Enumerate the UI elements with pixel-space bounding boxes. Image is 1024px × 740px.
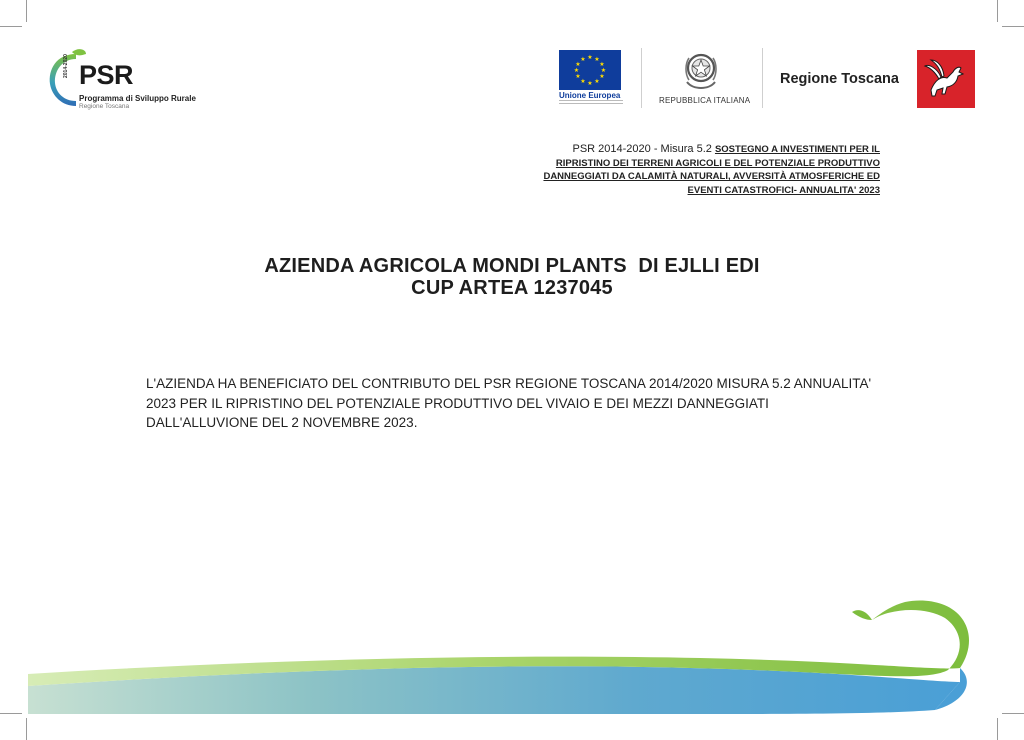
misura-prefix: PSR 2014-2020 - Misura 5.2: [572, 143, 715, 155]
company-heading: [150, 255, 874, 299]
misura-line: [500, 157, 880, 171]
republic-name: REPUBBLICA ITALIANA: [659, 96, 751, 105]
svg-text:★: ★: [599, 61, 605, 68]
eu-fine-print: [559, 100, 623, 108]
svg-text:★: ★: [587, 80, 593, 87]
crop-mark: [0, 26, 22, 27]
eu-name: Unione Europea: [559, 91, 621, 100]
crop-mark: [26, 0, 27, 22]
svg-text:★: ★: [599, 73, 605, 80]
psr-years: 2014-2020: [63, 54, 69, 78]
psr-logo: [46, 48, 196, 112]
misura-title-line: RIPRISTINO DEI TERRENI AGRICOLI E DEL POTENZIALE PRODUTTIVO: [555, 157, 880, 169]
psr-program-name: Programma di Sviluppo Rurale: [79, 94, 196, 103]
decorative-swoosh: [0, 590, 1024, 720]
misura-title-line: EVENTI CATASTROFICI- ANNUALITA' 2023: [687, 184, 880, 196]
psr-region-name: Regione Toscana: [79, 103, 130, 110]
svg-text:★: ★: [587, 54, 593, 61]
logo-divider: [762, 48, 763, 108]
misura-line: [500, 143, 880, 157]
tuscany-pegasus-flag-icon: [917, 50, 975, 108]
republic-emblem-icon: [681, 50, 721, 94]
svg-text:★: ★: [575, 61, 581, 68]
psr-wordmark: PSR: [79, 60, 134, 90]
misura-description: [500, 143, 880, 197]
company-name: AZIENDA AGRICOLA MONDI PLANTS DI EJLLI EDI: [264, 255, 760, 277]
misura-line: [500, 170, 880, 184]
cup-code: CUP ARTEA 1237045: [411, 277, 613, 299]
misura-title-line: SOSTEGNO A INVESTIMENTI PER IL: [714, 144, 880, 155]
crop-mark: [997, 0, 998, 22]
republic-logo: [650, 48, 754, 110]
svg-text:★: ★: [600, 67, 607, 74]
svg-text:★: ★: [580, 56, 586, 63]
svg-text:★: ★: [580, 78, 586, 85]
svg-text:★: ★: [575, 73, 581, 80]
misura-line: [500, 184, 880, 198]
misura-title-line: DANNEGGIATI DA CALAMITÀ NATURALI, AVVERSITÀ ATMOSFERICHE ED: [543, 171, 880, 182]
eu-flag-icon: [559, 50, 621, 90]
eu-logo: [557, 48, 627, 110]
crop-mark: [997, 718, 998, 740]
svg-text:★: ★: [573, 67, 580, 74]
crop-mark: [1002, 26, 1024, 27]
crop-mark: [26, 718, 27, 740]
region-name: Regione Toscana: [780, 71, 899, 87]
beneficiary-statement: L'AZIENDA HA BENEFICIATO DEL CONTRIBUTO DEL PSR REGIONE TOSCANA 2014/2020 MISURA 5.2 ANNUALITA' 2023 PER IL RIPRISTINO DEL POTENZIALE PRODUTTIVO DEL VIVAIO E DEI MEZZI DANNEGGIATI DALL'ALLUVIONE DEL 2 NOVEMBRE 2023.: [146, 376, 872, 430]
svg-text:★: ★: [594, 56, 600, 63]
svg-text:★: ★: [594, 78, 600, 85]
logo-divider: [641, 48, 642, 108]
